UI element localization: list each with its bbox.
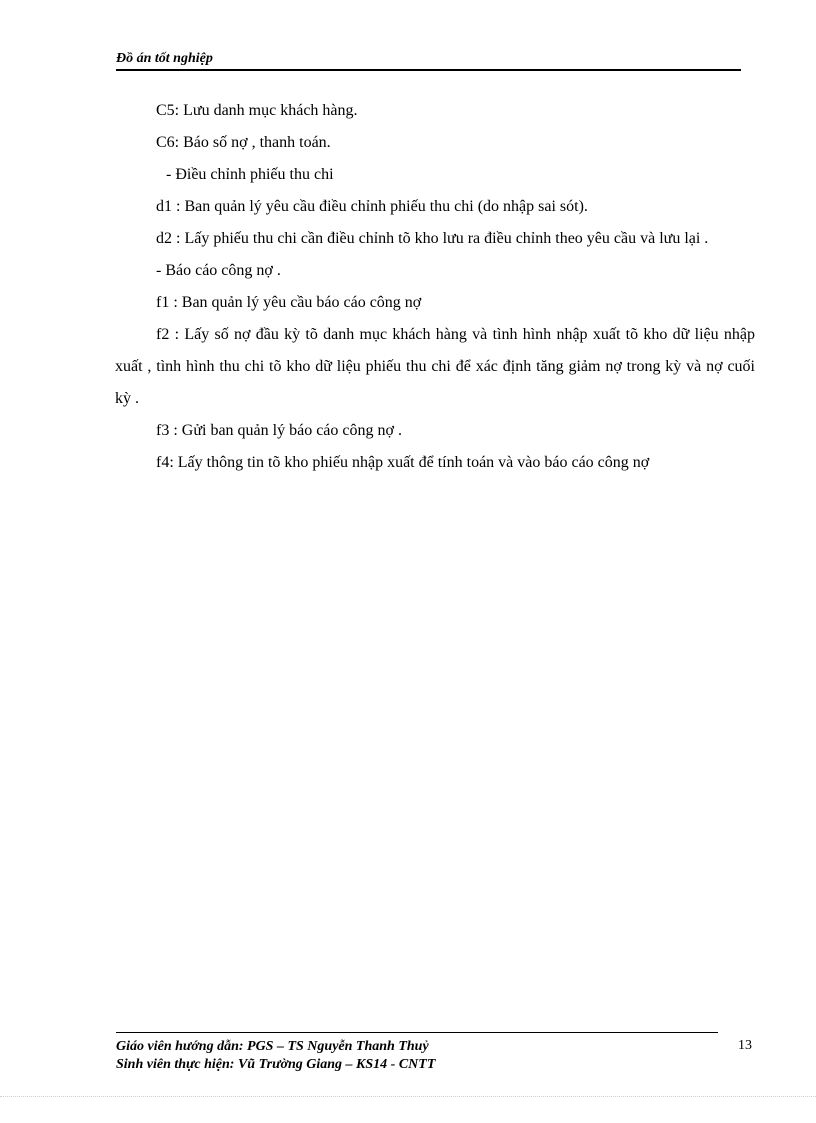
paragraph-f3: f3 : Gửi ban quản lý báo cáo công nợ .: [156, 422, 402, 439]
paragraph-report-heading: - Báo cáo công nợ .: [156, 262, 281, 279]
paragraph-f4: f4: Lấy thông tin tõ kho phiếu nhập xuất để tính toán và vào báo cáo công nợ: [156, 454, 650, 471]
paragraph-f2: f2 : Lấy số nợ đầu kỳ tõ danh mục khách hàng và tình hình nhập xuất tõ kho dữ liệu nhập xuất , tình hình thu chi tõ kho dữ liệu phiếu thu chi để xác định tăng giảm nợ trong kỳ và nợ cuối kỳ .: [115, 326, 755, 407]
page-edge-divider: [0, 1096, 816, 1097]
paragraph-d2: d2 : Lấy phiếu thu chi cần điều chỉnh tõ kho lưu ra điều chỉnh theo yêu cầu và lưu lại .: [156, 230, 709, 247]
paragraph-f1: f1 : Ban quản lý yêu cầu báo cáo công nợ: [156, 294, 422, 311]
page-header: [116, 50, 741, 71]
body-text: [115, 95, 755, 479]
header-title: Đồ án tốt nghiệp: [116, 51, 213, 66]
paragraph-c6: C6: Báo số nợ , thanh toán.: [156, 134, 331, 151]
page-footer: [116, 1032, 718, 1074]
paragraph-c5: C5: Lưu danh mục khách hàng.: [156, 102, 358, 119]
footer-supervisor: Giáo viên hướng dẫn: PGS – TS Nguyễn Thanh Thuỷ: [116, 1039, 429, 1054]
paragraph-adjust-heading: - Điều chỉnh phiếu thu chi: [166, 166, 334, 183]
page-number: 13: [738, 1038, 752, 1053]
footer-student: Sinh viên thực hiện: Vũ Trường Giang – KS14 - CNTT: [116, 1057, 436, 1072]
paragraph-d1: d1 : Ban quản lý yêu cầu điều chỉnh phiếu thu chi (do nhập sai sót).: [156, 198, 588, 215]
